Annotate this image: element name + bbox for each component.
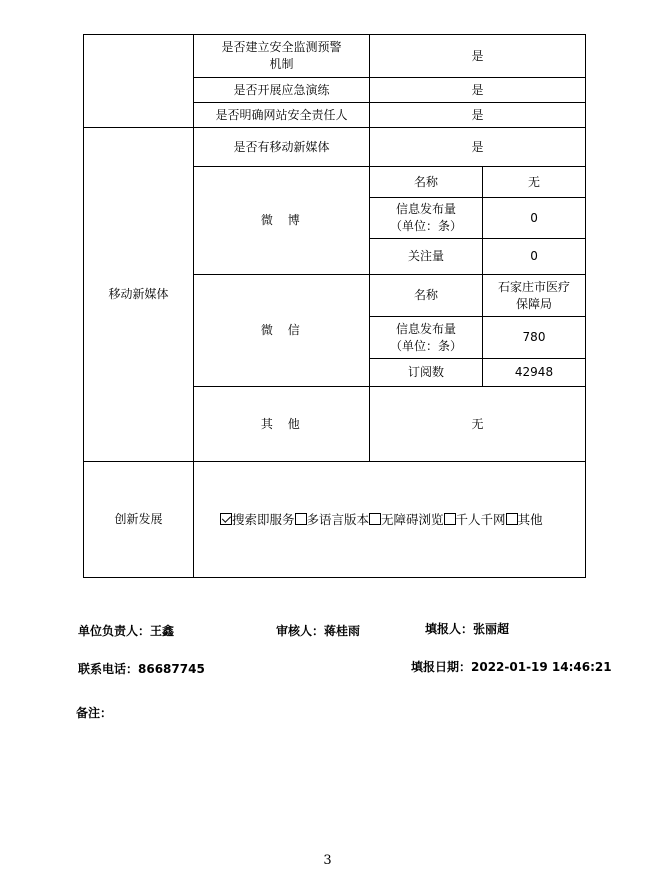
mobile-media-section-label: 移动新媒体 bbox=[84, 128, 194, 462]
page-number: 3 bbox=[323, 853, 332, 868]
security-section-cell bbox=[84, 35, 194, 128]
other-media-value: 无 bbox=[370, 387, 586, 462]
innovation-section-label: 创新发展 bbox=[84, 462, 194, 578]
innovation-options bbox=[194, 462, 586, 578]
wechat-subscribers-value: 42948 bbox=[483, 359, 586, 387]
checkbox-icon[interactable] bbox=[369, 513, 381, 525]
weibo-posts-value: 0 bbox=[483, 198, 586, 239]
option-search-as-service[interactable]: 搜索即服务 bbox=[220, 512, 295, 527]
checkbox-icon[interactable] bbox=[444, 513, 456, 525]
has-mobile-media-value: 是 bbox=[370, 128, 586, 167]
checkbox-icon[interactable] bbox=[506, 513, 518, 525]
option-other[interactable]: 其他 bbox=[506, 512, 543, 527]
monitoring-value: 是 bbox=[370, 35, 586, 78]
has-mobile-media-label: 是否有移动新媒体 bbox=[194, 128, 370, 167]
option-accessibility[interactable]: 无障碍浏览 bbox=[369, 512, 444, 527]
checkbox-checked-icon[interactable] bbox=[220, 513, 232, 525]
reviewer: 审核人：蒋桂雨 bbox=[276, 624, 361, 638]
responsible-person-label: 是否明确网站安全责任人 bbox=[194, 103, 370, 128]
option-multilingual[interactable]: 多语言版本 bbox=[295, 512, 370, 527]
weibo-followers-label: 关注量 bbox=[370, 239, 483, 275]
wechat-posts-value: 780 bbox=[483, 317, 586, 359]
weibo-followers-value: 0 bbox=[483, 239, 586, 275]
other-media-label: 其 他 bbox=[194, 387, 370, 462]
weibo-posts-label: 信息发布量 （单位：条） bbox=[370, 198, 483, 239]
weibo-name-value: 无 bbox=[483, 167, 586, 198]
fill-date: 填报日期：2022-01-19 14:46:21 bbox=[411, 660, 612, 674]
wechat-name-label: 名称 bbox=[370, 275, 483, 317]
weibo-label: 微 博 bbox=[194, 167, 370, 275]
monitoring-label: 是否建立安全监测预警 机制 bbox=[194, 35, 370, 78]
emergency-drill-value: 是 bbox=[370, 78, 586, 103]
contact-phone: 联系电话：86687745 bbox=[78, 662, 205, 676]
option-personalized[interactable]: 千人千网 bbox=[444, 512, 506, 527]
wechat-subscribers-label: 订阅数 bbox=[370, 359, 483, 387]
weibo-name-label: 名称 bbox=[370, 167, 483, 198]
unit-head: 单位负责人：王鑫 bbox=[78, 624, 175, 638]
wechat-name-value: 石家庄市医疗 保障局 bbox=[483, 275, 586, 317]
wechat-posts-label: 信息发布量 （单位：条） bbox=[370, 317, 483, 359]
responsible-person-value: 是 bbox=[370, 103, 586, 128]
remarks: 备注： bbox=[76, 706, 113, 720]
emergency-drill-label: 是否开展应急演练 bbox=[194, 78, 370, 103]
wechat-label: 微 信 bbox=[194, 275, 370, 387]
checkbox-icon[interactable] bbox=[295, 513, 307, 525]
report-table bbox=[83, 34, 586, 578]
filler: 填报人：张丽超 bbox=[425, 622, 510, 636]
